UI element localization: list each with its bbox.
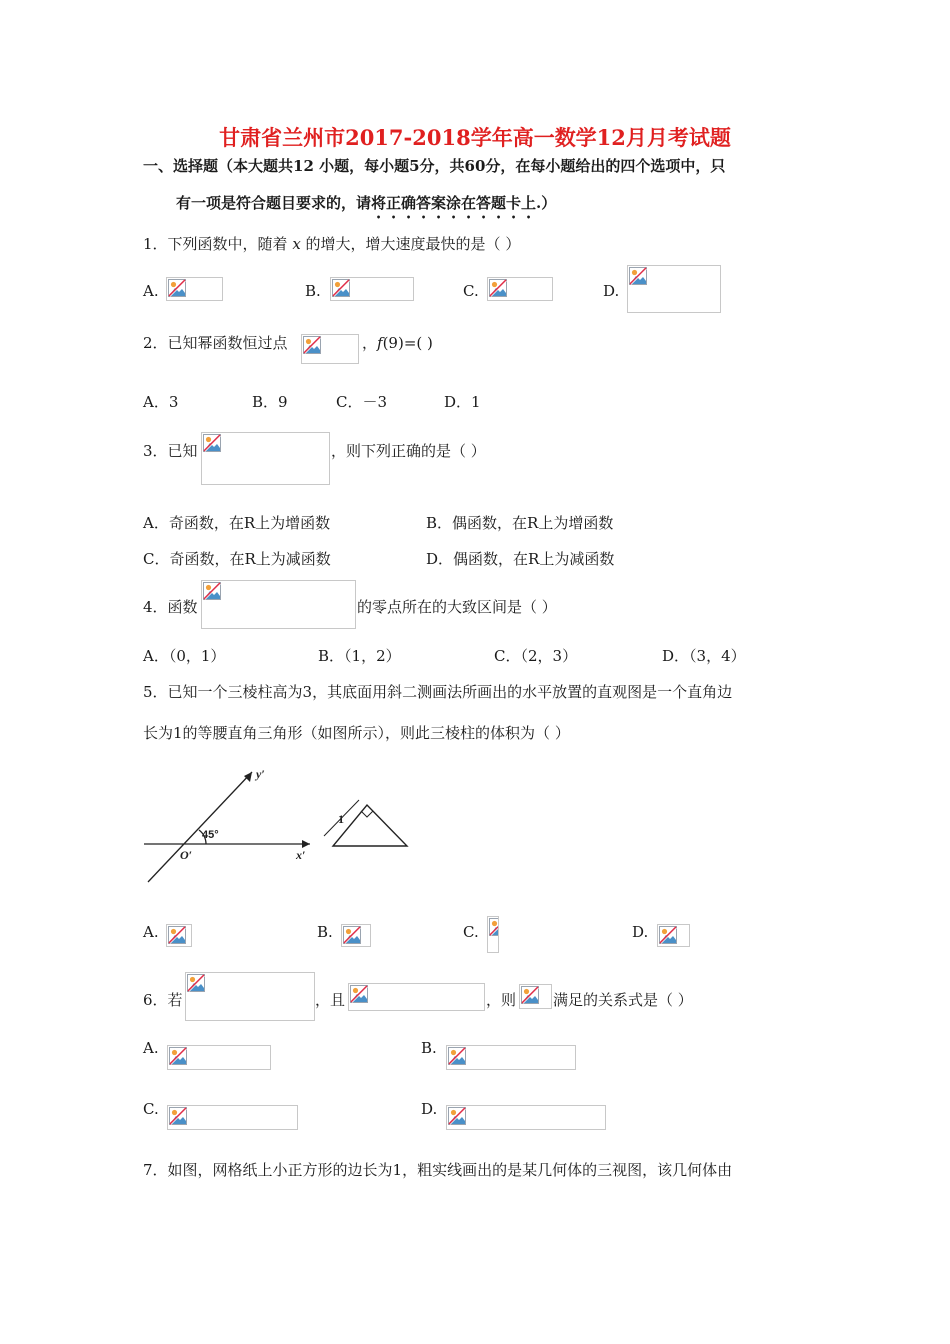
q5-stem-line2: 长为1的等腰直角三角形（如图所示），则此三棱柱的体积为（ ） — [143, 724, 570, 742]
broken-image-icon — [169, 1047, 187, 1065]
q6-prefix: 6．若 — [143, 991, 183, 1009]
q6-condition-image-1 — [185, 972, 315, 1021]
q6-option-a-label: A. — [143, 1039, 159, 1057]
section-header-line2 — [176, 192, 556, 222]
q2-option-d: D．1 — [444, 393, 481, 411]
q3-option-c: C．奇函数，在R上为减函数 — [143, 550, 331, 568]
question-1-stem — [143, 233, 520, 254]
q2-tail: (9)=( ) — [382, 334, 433, 352]
q5-option-a-label: A. — [143, 923, 159, 941]
broken-image-icon — [448, 1107, 466, 1125]
q1-option-a-image — [166, 277, 223, 301]
q6-mid2: ，则 — [486, 991, 517, 1009]
q1-suffix: 的增大，增大速度最快的是（ ） — [300, 235, 521, 253]
broken-image-icon — [521, 986, 539, 1004]
side-length-label: 1 — [338, 812, 344, 826]
y-axis — [148, 772, 252, 882]
q4-function-image — [201, 580, 356, 629]
q5-option-d-label: D. — [632, 923, 649, 941]
q1-option-c-image — [487, 277, 553, 301]
q2-prefix: 2．已知幂函数恒过点 — [143, 334, 288, 352]
broken-image-icon — [448, 1047, 466, 1065]
broken-image-icon — [343, 926, 361, 944]
q5-figure — [140, 760, 420, 890]
angle-label: 45° — [202, 829, 219, 841]
broken-image-icon — [489, 279, 507, 297]
q1-option-b-label: B. — [305, 282, 321, 300]
right-angle-mark — [361, 811, 373, 817]
q4-option-b: B．（1，2） — [318, 647, 401, 665]
section-header-end: .） — [536, 194, 557, 212]
q6-mid1: ，且 — [315, 991, 346, 1009]
q1-var: x — [292, 235, 301, 253]
q5-axes — [144, 772, 310, 882]
q1-option-d-label: D. — [603, 282, 620, 300]
q4-option-d: D．（3，4） — [662, 647, 746, 665]
section-header-plain: 有一项是符合题目要求的，请 — [176, 194, 372, 212]
q2-suffix — [362, 332, 433, 353]
triangle-shape — [333, 805, 407, 846]
q5-option-a-image — [166, 924, 192, 947]
q5-option-d-image — [657, 924, 690, 947]
q3-suffix: ，则下列正确的是（ ） — [331, 442, 486, 460]
q3-prefix: 3．已知 — [143, 442, 198, 460]
broken-image-icon — [169, 1107, 187, 1125]
q6-option-b-image — [446, 1045, 576, 1070]
q6-option-a-image — [167, 1045, 271, 1070]
x-axis-arrow-icon — [302, 840, 310, 848]
q3-option-d: D．偶函数，在R上为减函数 — [426, 550, 615, 568]
q1-option-d-image — [627, 265, 721, 313]
q6-suffix: 满足的关系式是（ ） — [553, 991, 693, 1009]
q3-function-image — [201, 432, 330, 485]
q1-prefix: 1．下列函数中，随着 — [143, 235, 293, 253]
q4-option-c: C．（2，3） — [494, 647, 578, 665]
q5-stem-line1: 5．已知一个三棱柱高为3，其底面用斜二测画法所画出的水平放置的直观图是一个直角边 — [143, 683, 733, 701]
q3-option-b: B．偶函数，在R上为增函数 — [426, 514, 614, 532]
q1-option-c-label: C. — [463, 282, 479, 300]
q4-suffix: 的零点所在的大致区间是（ ） — [357, 598, 557, 616]
q5-triangle — [324, 800, 407, 846]
q6-option-d-label: D. — [421, 1100, 438, 1118]
broken-image-icon — [332, 279, 350, 297]
q5-option-b-image — [341, 924, 371, 947]
q4-prefix: 4．函数 — [143, 598, 198, 616]
y-axis-label: y′ — [256, 767, 265, 781]
q2-option-c: C．－3 — [336, 393, 388, 411]
y-axis-arrow-icon — [244, 772, 252, 782]
origin-label: O′ — [180, 848, 193, 862]
q5-option-c-label: C. — [463, 923, 479, 941]
q5-option-b-label: B. — [317, 923, 333, 941]
q6-variables-image — [519, 984, 552, 1009]
q6-option-c-image — [167, 1105, 298, 1130]
q1-option-b-image — [330, 277, 414, 301]
q2-mid: ， — [362, 334, 378, 352]
broken-image-icon — [168, 926, 186, 944]
section-header-dotted: 将正确答案涂在答题卡上 — [371, 194, 537, 212]
q5-option-c-image — [487, 916, 499, 953]
page-title: 甘肃省兰州市2017-2018学年高一数学12月月考试题 — [219, 125, 731, 150]
broken-image-icon — [629, 267, 647, 285]
q2-option-b: B．9 — [252, 393, 288, 411]
q2-fn: f — [377, 334, 383, 352]
q6-option-c-label: C. — [143, 1100, 159, 1118]
section-header-line1: 一、选择题（本大题共12 小题，每小题5分，共60分，在每小题给出的四个选项中，只 — [143, 157, 726, 175]
broken-image-icon — [659, 926, 677, 944]
q2-point-image — [301, 334, 359, 364]
q6-option-d-image — [446, 1105, 606, 1130]
broken-image-icon — [203, 434, 221, 452]
q2-option-a: A．3 — [143, 393, 179, 411]
q3-option-a: A．奇函数，在R上为增函数 — [143, 514, 331, 532]
q6-condition-image-2 — [348, 983, 485, 1011]
broken-image-icon — [203, 582, 221, 600]
q7-stem-line1: 7．如图，网格纸上小正方形的边长为1，粗实线画出的是某几何体的三视图，该几何体由 — [143, 1161, 733, 1179]
q1-option-a-label: A. — [143, 282, 159, 300]
broken-image-icon — [489, 918, 499, 936]
q6-option-b-label: B. — [421, 1039, 437, 1057]
x-axis-label: x′ — [296, 848, 306, 862]
broken-image-icon — [187, 974, 205, 992]
q4-option-a: A．（0，1） — [143, 647, 226, 665]
broken-image-icon — [303, 336, 321, 354]
broken-image-icon — [168, 279, 186, 297]
broken-image-icon — [350, 985, 368, 1003]
